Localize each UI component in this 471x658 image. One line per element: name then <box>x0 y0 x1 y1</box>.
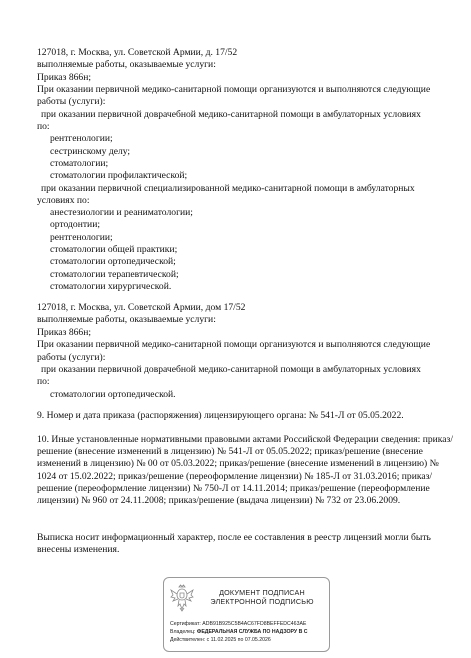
block1-sec2-item: стоматологии хирургической. <box>50 281 172 292</box>
block1-sec2-item: стоматологии ортопедической; <box>50 256 176 267</box>
item-10-other-info: 10. Иные установленные нормативными правовыми актами Российской Федерации сведения: приказ/решение (внесение изменений в лицензию) № 541-Л от 05.05.2022; приказ/решение (внесение изменений в лицензию) № 00 от 05.03.2022; приказ/решение (внесение изменений в лицензию) № 1024 от 15.02.2022; приказ/решение (переоформление лицензии) № 185-Л от 31.03.2016; приказ/решение (переоформление лицензии) № 750-Л от 14.11.2014; приказ/решение (переоформление лицензии) № 960 от 24.11.2008; приказ/решение (выдача лицензии) № 732 от 23.06.2009. <box>37 434 453 507</box>
block1-sec1-item: стоматологии; <box>50 158 109 169</box>
stamp-title-line-1: ДОКУМЕНТ ПОДПИСАН <box>219 588 305 597</box>
block2-sec1-item: стоматологии ортопедической. <box>50 389 176 400</box>
certificate-number: ADB91B925C5B4AC67FD8BEFFEDC463AE <box>202 621 307 627</box>
block2-sec1-line-2: по: <box>37 376 50 387</box>
block1-sec1-item: стоматологии профилактической; <box>50 170 188 181</box>
block1-sec2-item: стоматологии терапевтической; <box>50 269 179 280</box>
block2-works-label: выполняемые работы, оказываемые услуги: <box>37 314 216 325</box>
informational-note: Выписка носит информационный характер, после ее составления в реестр лицензий могли быть внесены изменения. <box>37 532 431 556</box>
block2-order: Приказ 866н; <box>37 327 92 338</box>
block1-sec2-line-1: при оказании первичной специализированной медико-санитарной помощи в амбулаторных <box>41 183 415 194</box>
validity-line <box>170 637 271 643</box>
owner-line <box>170 629 329 635</box>
block1-sec2-item: ортодонтии; <box>50 219 100 230</box>
validity-label: Действителен: <box>170 637 206 643</box>
validity-period: с 11.02.2025 по 07.05.2026 <box>206 637 271 643</box>
block1-sec2-item: стоматологии общей практики; <box>50 244 178 255</box>
block1-sec1-line-1: при оказании первичной доврачебной медико-санитарной помощи в амбулаторных условиях <box>41 109 421 120</box>
block2-intro-line-2: работы (услуги): <box>37 352 106 363</box>
certificate-label: Сертификат: <box>170 621 201 627</box>
block1-sec1-item: рентгенологии; <box>50 133 113 144</box>
block1-intro-line-2: работы (услуги): <box>37 96 106 107</box>
block1-sec2-line-2: условиях по: <box>37 195 90 206</box>
certificate-line <box>170 621 306 627</box>
block1-order: Приказ 866н; <box>37 72 92 83</box>
block1-sec1-item: сестринскому делу; <box>50 146 131 157</box>
block2-intro-line-1: При оказании первичной медико-санитарной помощи организуются и выполняются следующие <box>37 339 431 350</box>
owner-name: ФЕДЕРАЛЬНАЯ СЛУЖБА ПО НАДЗОРУ В С <box>196 629 308 635</box>
block1-sec2-item: рентгенологии; <box>50 232 113 243</box>
coat-of-arms-icon <box>170 584 194 612</box>
item-9-order-number: 9. Номер и дата приказа (распоряжения) лицензирующего органа: № 541-Л от 05.05.2022. <box>37 410 404 421</box>
block1-sec2-item: анестезиологии и реаниматологии; <box>50 207 193 218</box>
block1-works-label: выполняемые работы, оказываемые услуги: <box>37 59 216 70</box>
block2-sec1-line-1: при оказании первичной доврачебной медико-санитарной помощи в амбулаторных условиях <box>41 364 421 375</box>
block1-address: 127018, г. Москва, ул. Советской Армии, д. 17/52 <box>37 47 238 58</box>
owner-label: Владелец: <box>170 629 196 635</box>
block2-address: 127018, г. Москва, ул. Советской Армии, дом 17/52 <box>37 302 246 313</box>
electronic-signature-stamp <box>163 577 330 652</box>
block1-intro-line-1: При оказании первичной медико-санитарной помощи организуются и выполняются следующие <box>37 84 431 95</box>
stamp-title-line-2: ЭЛЕКТРОННОЙ ПОДПИСЬЮ <box>210 597 314 606</box>
stamp-title <box>198 588 326 606</box>
block1-sec1-line-2: по: <box>37 121 50 132</box>
